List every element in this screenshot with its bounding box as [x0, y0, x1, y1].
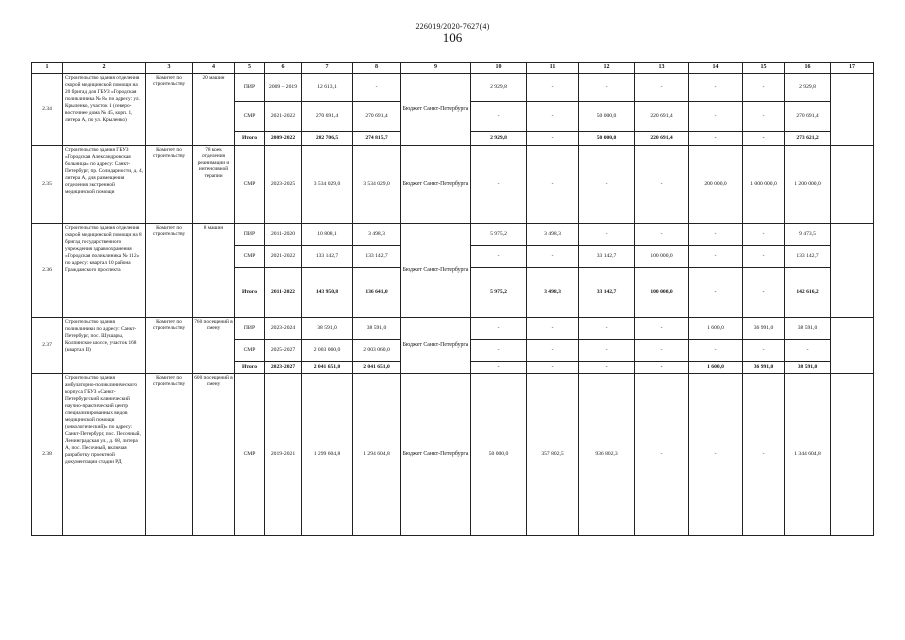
value-c15: -	[743, 132, 785, 146]
value-c12: 33 142,7	[579, 246, 635, 268]
table-row	[32, 224, 874, 246]
value-c12: -	[579, 340, 635, 362]
value-c12: 33 142,7	[579, 268, 635, 318]
period: 2011-2020	[265, 224, 302, 246]
value-c13: -	[635, 224, 689, 246]
capacity: 600 посещений в смену	[193, 374, 235, 536]
work-type: СМР	[235, 146, 265, 224]
remaining-cost: 3 534 029,0	[353, 146, 401, 224]
value-c10: -	[471, 102, 527, 132]
value-c12: -	[579, 146, 635, 224]
value-c13: -	[635, 318, 689, 340]
period: 2025-2027	[265, 340, 302, 362]
document-number: 226019/2020-7627(4)	[415, 22, 490, 31]
item-number: 2.37	[32, 318, 63, 374]
value-c10: -	[471, 362, 527, 374]
value-c14: -	[689, 340, 743, 362]
value-c14: -	[689, 374, 743, 536]
value-c13: -	[635, 362, 689, 374]
value-c16: -	[785, 340, 831, 362]
column-header-5: 5	[235, 63, 265, 74]
empty-column-17	[831, 374, 874, 536]
period: 2019-2021	[265, 374, 302, 536]
work-type: Итого	[235, 268, 265, 318]
value-c16: 133 142,7	[785, 246, 831, 268]
column-header-13: 13	[635, 63, 689, 74]
value-c11: -	[527, 102, 579, 132]
remaining-cost: 38 591,0	[353, 318, 401, 340]
value-c13: 220 691,4	[635, 102, 689, 132]
value-c13: -	[635, 74, 689, 102]
column-number-row	[32, 63, 874, 74]
column-header-12: 12	[579, 63, 635, 74]
column-header-14: 14	[689, 63, 743, 74]
value-c12: 50 000,0	[579, 102, 635, 132]
value-c14: 1 600,0	[689, 318, 743, 340]
value-c16: 38 591,0	[785, 318, 831, 340]
value-c14: 1 600,0	[689, 362, 743, 374]
finance-source: Бюджет Санкт-Петербурга	[401, 146, 471, 224]
value-c14: 200 000,0	[689, 146, 743, 224]
estimated-cost: 143 950,8	[302, 268, 353, 318]
estimated-cost: 10 808,1	[302, 224, 353, 246]
value-c10: -	[471, 318, 527, 340]
column-header-1: 1	[32, 63, 63, 74]
empty-column-17	[831, 74, 874, 146]
estimated-cost: 1 299 604,8	[302, 374, 353, 536]
value-c10: -	[471, 246, 527, 268]
table-row	[32, 318, 874, 340]
column-header-3: 3	[146, 63, 193, 74]
remaining-cost: 274 815,7	[353, 132, 401, 146]
value-c11: 3 498,3	[527, 224, 579, 246]
empty-column-17	[831, 146, 874, 224]
work-type: СМР	[235, 102, 265, 132]
value-c13: -	[635, 340, 689, 362]
item-number: 2.38	[32, 374, 63, 536]
value-c15: 36 991,0	[743, 362, 785, 374]
value-c16: 142 616,2	[785, 268, 831, 318]
estimated-cost: 3 534 029,0	[302, 146, 353, 224]
customer: Комитет по строительству	[146, 318, 193, 374]
value-c15: -	[743, 224, 785, 246]
value-c15: 36 991,0	[743, 318, 785, 340]
value-c11: -	[527, 146, 579, 224]
object-name: Строительство здания отделения скорой медицинской помощи на 8 бригад государственного учреждения здравоохранения «Городская поликлиника № 112» по адресу: квартал 10 района Гражданского проспекта	[63, 224, 146, 318]
value-c10: 2 929,8	[471, 74, 527, 102]
estimated-cost: 282 706,5	[302, 132, 353, 146]
period: 2023-2027	[265, 362, 302, 374]
value-c16: 2 929,8	[785, 74, 831, 102]
value-c15: 1 000 000,0	[743, 146, 785, 224]
period: 2009 – 2019	[265, 74, 302, 102]
remaining-cost: 3 498,3	[353, 224, 401, 246]
empty-column-17	[831, 318, 874, 374]
table-row	[32, 374, 874, 536]
object-name: Строительство здания амбулаторно-поликлинического корпуса ГБУЗ «Санкт-Петербургский клинический научно-практический центр специализированных видов медицинской помощи (онкологический)» по адресу: Санкт-Петербург, пос. Песочный, Ленинградская ул., д. 68, литера А, пос. Песочный, включая разработку проектной документации стадии РД	[63, 374, 146, 536]
value-c13: -	[635, 374, 689, 536]
value-c15: -	[743, 340, 785, 362]
object-name: Строительство здания ГБУЗ «Городская Александровская больница» по адресу: Санкт-Петербург, пр. Солидарности, д. 4, литера А, для размещения отделения экстренной медицинской помощи	[63, 146, 146, 224]
remaining-cost: 136 641,0	[353, 268, 401, 318]
work-type: Итого	[235, 132, 265, 146]
value-c14: -	[689, 268, 743, 318]
value-c15: -	[743, 246, 785, 268]
value-c12: -	[579, 362, 635, 374]
column-header-4: 4	[193, 63, 235, 74]
finance-source: Бюджет Санкт-Петербурга	[401, 374, 471, 536]
value-c11: 357 802,5	[527, 374, 579, 536]
item-number: 2.36	[32, 224, 63, 318]
period: 2023-2025	[265, 146, 302, 224]
capacity: 20 машин	[193, 74, 235, 146]
value-c16: 1 344 604,8	[785, 374, 831, 536]
column-header-17: 17	[831, 63, 874, 74]
object-name: Строительство здания поликлиники по адресу: Санкт-Петербург, пос. Шушары, Колпинское шоссе, участок 168 (квартал II)	[63, 318, 146, 374]
value-c16: 9 473,5	[785, 224, 831, 246]
work-type: ПИР	[235, 224, 265, 246]
value-c10: 5 975,2	[471, 268, 527, 318]
value-c11: -	[527, 132, 579, 146]
value-c15: -	[743, 268, 785, 318]
estimated-cost: 2 003 060,0	[302, 340, 353, 362]
finance-source: Бюджет Санкт-Петербурга	[401, 74, 471, 146]
customer: Комитет по строительству	[146, 146, 193, 224]
value-c10: 5 975,2	[471, 224, 527, 246]
remaining-cost: 1 294 604,8	[353, 374, 401, 536]
value-c16: 270 691,4	[785, 102, 831, 132]
value-c10: -	[471, 340, 527, 362]
capacity: 8 машин	[193, 224, 235, 318]
column-header-11: 11	[527, 63, 579, 74]
value-c12: 936 802,3	[579, 374, 635, 536]
item-number: 2.35	[32, 146, 63, 224]
value-c14: -	[689, 102, 743, 132]
finance-source: Бюджет Санкт-Петербурга	[401, 318, 471, 374]
estimated-cost: 38 591,0	[302, 318, 353, 340]
column-header-2: 2	[63, 63, 146, 74]
estimated-cost: 2 041 651,0	[302, 362, 353, 374]
value-c12: -	[579, 318, 635, 340]
value-c15: -	[743, 374, 785, 536]
value-c11: -	[527, 362, 579, 374]
period: 2023-2024	[265, 318, 302, 340]
value-c13: 220 691,4	[635, 132, 689, 146]
value-c13: -	[635, 146, 689, 224]
finance-source: Бюджет Санкт-Петербурга	[401, 224, 471, 318]
object-name: Строительство здания отделения скорой медицинской помощи на 20 бригад для ГБУЗ «Городская поликлиника № 8» по адресу: ул. Крыленко, участок 1 (северо-восточнее дома № 45, корп. 1, литера А, по ул. Крыленко)	[63, 74, 146, 146]
value-c10: -	[471, 146, 527, 224]
remaining-cost: 270 691,4	[353, 102, 401, 132]
value-c11: -	[527, 74, 579, 102]
page-number: 106	[442, 30, 463, 45]
value-c11: -	[527, 340, 579, 362]
value-c11: 3 498,3	[527, 268, 579, 318]
remaining-cost: 2 003 060,0	[353, 340, 401, 362]
value-c13: 100 000,0	[635, 246, 689, 268]
value-c14: -	[689, 132, 743, 146]
column-header-15: 15	[743, 63, 785, 74]
value-c11: -	[527, 318, 579, 340]
customer: Комитет по строительству	[146, 224, 193, 318]
empty-column-17	[831, 224, 874, 318]
investment-table	[31, 62, 874, 536]
remaining-cost: -	[353, 74, 401, 102]
estimated-cost: 12 613,1	[302, 74, 353, 102]
value-c15: -	[743, 74, 785, 102]
column-header-7: 7	[302, 63, 353, 74]
value-c16: 273 621,2	[785, 132, 831, 146]
work-type: СМР	[235, 374, 265, 536]
table-row	[32, 146, 874, 224]
value-c16: 38 591,0	[785, 362, 831, 374]
period: 2009-2022	[265, 132, 302, 146]
value-c15: -	[743, 102, 785, 132]
work-type: СМР	[235, 246, 265, 268]
value-c11: -	[527, 246, 579, 268]
capacity: 78 коек отделения реанимации и интенсивной терапии	[193, 146, 235, 224]
value-c14: -	[689, 224, 743, 246]
value-c16: 1 200 000,0	[785, 146, 831, 224]
value-c13: 100 000,0	[635, 268, 689, 318]
capacity: 760 посещений в смену	[193, 318, 235, 374]
column-header-9: 9	[401, 63, 471, 74]
item-number: 2.34	[32, 74, 63, 146]
value-c12: -	[579, 224, 635, 246]
work-type: ПИР	[235, 318, 265, 340]
estimated-cost: 270 691,4	[302, 102, 353, 132]
value-c10: 2 929,8	[471, 132, 527, 146]
value-c12: -	[579, 74, 635, 102]
column-header-10: 10	[471, 63, 527, 74]
estimated-cost: 133 142,7	[302, 246, 353, 268]
value-c10: 50 000,0	[471, 374, 527, 536]
customer: Комитет по строительству	[146, 74, 193, 146]
period: 2011-2022	[265, 268, 302, 318]
remaining-cost: 2 041 651,0	[353, 362, 401, 374]
value-c14: -	[689, 246, 743, 268]
value-c12: 50 000,0	[579, 132, 635, 146]
customer: Комитет по строительству	[146, 374, 193, 536]
period: 2021-2022	[265, 102, 302, 132]
remaining-cost: 133 142,7	[353, 246, 401, 268]
work-type: Итого	[235, 362, 265, 374]
work-type: СМР	[235, 340, 265, 362]
column-header-8: 8	[353, 63, 401, 74]
value-c14: -	[689, 74, 743, 102]
work-type: ПИР	[235, 74, 265, 102]
column-header-16: 16	[785, 63, 831, 74]
period: 2021-2022	[265, 246, 302, 268]
table-row	[32, 74, 874, 102]
column-header-6: 6	[265, 63, 302, 74]
